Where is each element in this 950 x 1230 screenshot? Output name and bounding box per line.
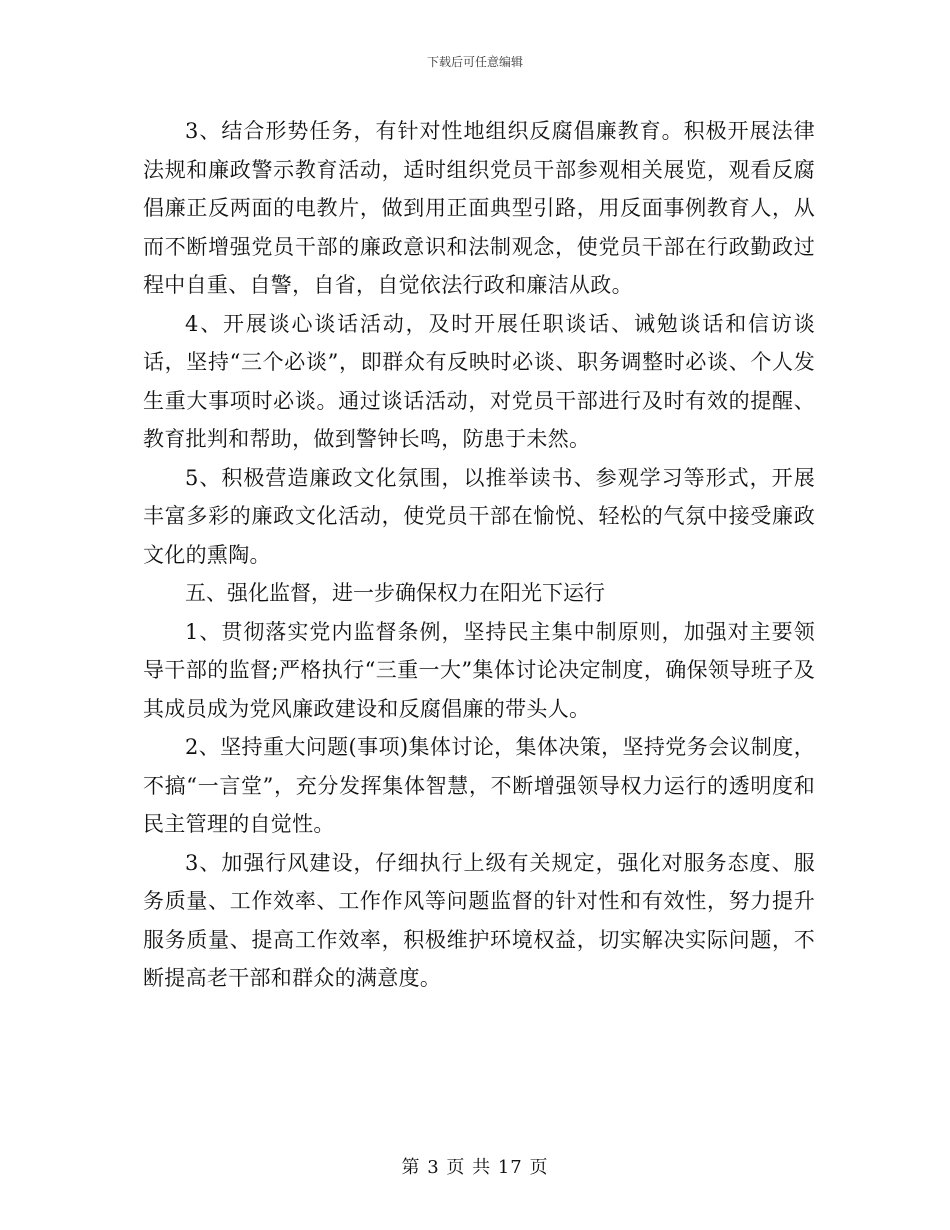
paragraph-item-4-talks: 4、开展谈心谈话活动，及时开展任职谈话、诫勉谈话和信访谈话，坚持“三个必谈”，即群众有反映时必谈、职务调整时必谈、个人发生重大事项时必谈。通过谈话活动，对党员干部进行及时有效的提醒、教育批判和帮助，做到警钟长鸣，防患于未然。 [143,311,815,451]
paragraph-item-1-supervision: 1、贯彻落实党内监督条例，坚持民主集中制原则，加强对主要领导干部的监督;严格执行“三重一大”集体讨论决定制度，确保领导班子及其成员成为党风廉政建设和反腐倡廉的带头人。 [143,619,815,721]
paragraph-item-5-culture: 5、积极营造廉政文化氛围，以推举读书、参观学习等形式，开展丰富多彩的廉政文化活动，使党员干部在愉悦、轻松的气氛中接受廉政文化的熏陶。 [143,465,815,567]
page-number: 第 3 页 共 17 页 [401,1157,549,1178]
page-header-note: 下载后可任意编辑 [426,55,523,69]
section-heading-five: 五、强化监督，进一步确保权力在阳光下运行 [185,581,605,605]
paragraph-item-2-collective-decision: 2、坚持重大问题(事项)集体讨论，集体决策，坚持党务会议制度，不搞“一言堂”，充分发挥集体智慧，不断增强领导权力运行的透明度和民主管理的自觉性。 [143,735,815,836]
paragraph-item-3-conduct: 3、加强行风建设，仔细执行上级有关规定，强化对服务态度、服务质量、工作效率、工作作风等问题监督的针对性和有效性，努力提升服务质量、提高工作效率，积极维护环境权益，切实解决实际问题，不断提高老干部和群众的满意度。 [143,850,815,990]
document-body [143,112,815,998]
paragraph-item-3-education: 3、结合形势任务，有针对性地组织反腐倡廉教育。积极开展法律法规和廉政警示教育活动，适时组织党员干部参观相关展览，观看反腐倡廉正反两面的电教片，做到用正面典型引路，用反面事例教育人，从而不断增强党员干部的廉政意识和法制观念，使党员干部在行政勤政过程中自重、自警，自省，自觉依法行政和廉洁从政。 [143,119,815,297]
